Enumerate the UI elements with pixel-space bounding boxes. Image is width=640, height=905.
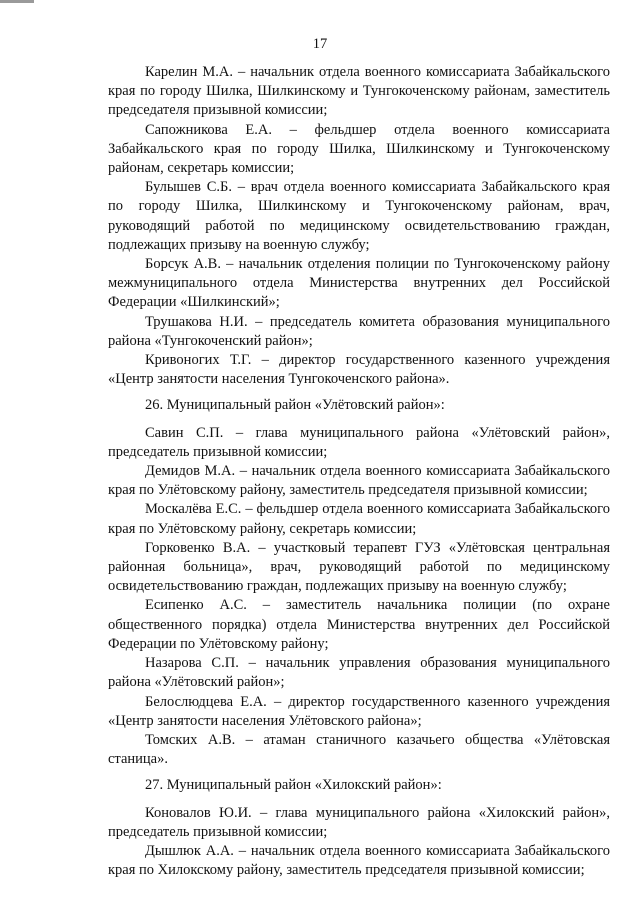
paragraph-tomskikh: Томских А.В. – атаман станичного казачьего общества «Улётовская станица». [108,731,610,768]
paragraph-moskaleva: Москалёва Е.С. – фельдшер отдела военного комиссариата Забайкальского края по Улётовскому району, секретарь комиссии; [108,501,610,537]
paragraph-gorkovenko: Горковенко В.А. – участковый терапевт ГУЗ «Улётовская центральная районная больница», врач, руководящий работой по медицинскому освидетельствованию граждан, подлежащих призыву на военную службу; [108,539,610,595]
paragraph-dyshlyuk: Дышлюк А.А. – начальник отдела военного комиссариата Забайкальского края по Хилокскому району, заместитель председателя призывной комиссии; [108,842,610,879]
paragraph-nazarova: Назарова С.П. – начальник управления образования муниципального района «Улётовский район»; [108,655,610,691]
paragraph-demidov: Демидов М.А. – начальник отдела военного комиссариата Забайкальского края по Улётовскому району, заместитель председателя призывной комиссии; [108,463,610,499]
section-heading-27: 27. Муниципальный район «Хилокский район»: [145,777,442,794]
paragraph-krivonogikh: Кривоногих Т.Г. – директор государственного казенного учреждения «Центр занятости населения Тунгокоченского района». [108,352,610,388]
scan-corner-mark [0,0,34,3]
page-number: 17 [312,36,328,52]
paragraph-belosludtseva: Белослюдцева Е.А. – директор государственного казенного учреждения «Центр занятости населения Улётовского района»; [108,693,610,729]
section-heading-26: 26. Муниципальный район «Улётовский район»: [145,397,445,414]
paragraph-borsuk: Борсук А.В. – начальник отделения полиции по Тунгокоченскому району межмуниципального отдела Министерства внутренних дел Российской Федерации «Шилкинский»; [108,256,610,311]
paragraph-savin: Савин С.П. – глава муниципального района «Улётовский район», председатель призывной комиссии; [108,424,610,460]
paragraph-konovalov: Коновалов Ю.И. – глава муниципального района «Хилокский район», председатель призывной комиссии; [108,804,610,840]
paragraph-karelin: Карелин М.А. – начальник отдела военного комиссариата Забайкальского края по городу Шилка, Шилкинскому и Тунгокоченскому районам, заместитель председателя призывной комиссии; [108,64,610,119]
paragraph-sapozhnikova: Сапожникова Е.А. – фельдшер отдела военного комиссариата Забайкальского края по городу Шилка, Шилкинскому и Тунгокоченскому районам, секретарь комиссии; [108,121,610,177]
paragraph-esipenko: Есипенко А.С. – заместитель начальника полиции (по охране общественного порядка) отдела Министерства внутренних дел Российской Федерации по Улётовскому району; [108,597,610,652]
paragraph-bulyshev: Булышев С.Б. – врач отдела военного комиссариата Забайкальского края по городу Шилка, Шилкинскому и Тунгокоченскому районам, врач, руководящий работой по медицинскому освидетельствованию граждан, подлежащих призыву на военную службу; [108,179,610,253]
paragraph-trushakova: Трушакова Н.И. – председатель комитета образования муниципального района «Тунгокоченский район»; [108,313,610,349]
document-body [108,63,610,880]
